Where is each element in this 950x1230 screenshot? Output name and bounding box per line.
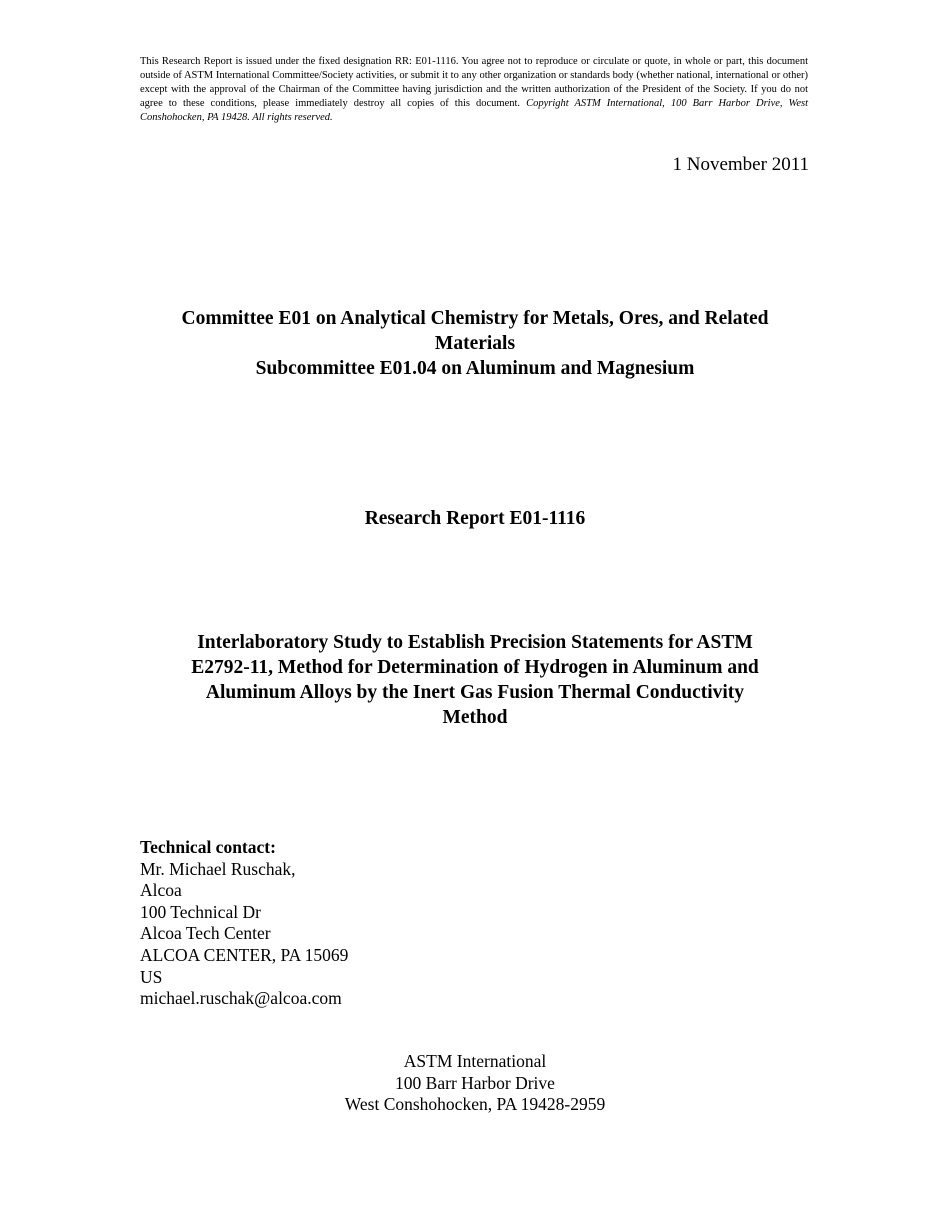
contact-email: michael.ruschak@alcoa.com (140, 988, 342, 1009)
address-street: 100 Barr Harbor Drive (395, 1072, 555, 1093)
study-title-line-3: Aluminum Alloys by the Inert Gas Fusion Thermal Conductivity (205, 682, 745, 703)
notice-text: This Research Report is issued under the fixed designation RR: E01-1116. You agree not to reproduce or circulate or quote, in whole or part, this document outside of ASTM International Committee/Society activities, or submit it to any other organization or standards body (whether national, international or other) except with the approval of the Chairman of the Committee having jurisdiction and the written authorization of the President of the Society. If you do not agree to these conditions, please immediately destroy all copies of this document. (140, 56, 808, 109)
address-org: ASTM International (403, 1051, 547, 1071)
technical-contact (140, 837, 348, 1010)
subcommittee-line: Subcommittee E01.04 on Aluminum and Magnesium (255, 358, 695, 379)
copyright-notice (140, 55, 808, 125)
study-title-line-1: Interlaboratory Study to Establish Precision Statements for ASTM (197, 632, 753, 653)
notice-copyright: Copyright ASTM International, 100 Barr Harbor Drive, West Conshohocken, PA 19428. All rights reserved. (140, 98, 808, 123)
study-title-line-2: E2792-11, Method for Determination of Hydrogen in Aluminum and (191, 657, 759, 678)
committee-line-1: Committee E01 on Analytical Chemistry for Metals, Ores, and Related (181, 308, 769, 329)
contact-street: 100 Technical Dr (140, 901, 261, 922)
study-title (140, 630, 810, 730)
contact-label: Technical contact: (140, 837, 276, 857)
committee-line-2: Materials (434, 333, 516, 354)
address-city: West Conshohocken, PA 19428-2959 (344, 1094, 606, 1115)
contact-name: Mr. Michael Ruschak, (140, 858, 296, 879)
contact-company: Alcoa (140, 880, 182, 901)
astm-address (140, 1051, 810, 1116)
contact-country: US (140, 966, 163, 987)
contact-site: Alcoa Tech Center (140, 923, 271, 944)
report-title: Research Report E01-1116 (364, 508, 586, 529)
committee-heading (140, 306, 810, 381)
report-date: 1 November 2011 (672, 154, 809, 175)
study-title-line-4: Method (442, 707, 508, 728)
contact-city: ALCOA CENTER, PA 15069 (140, 944, 349, 965)
